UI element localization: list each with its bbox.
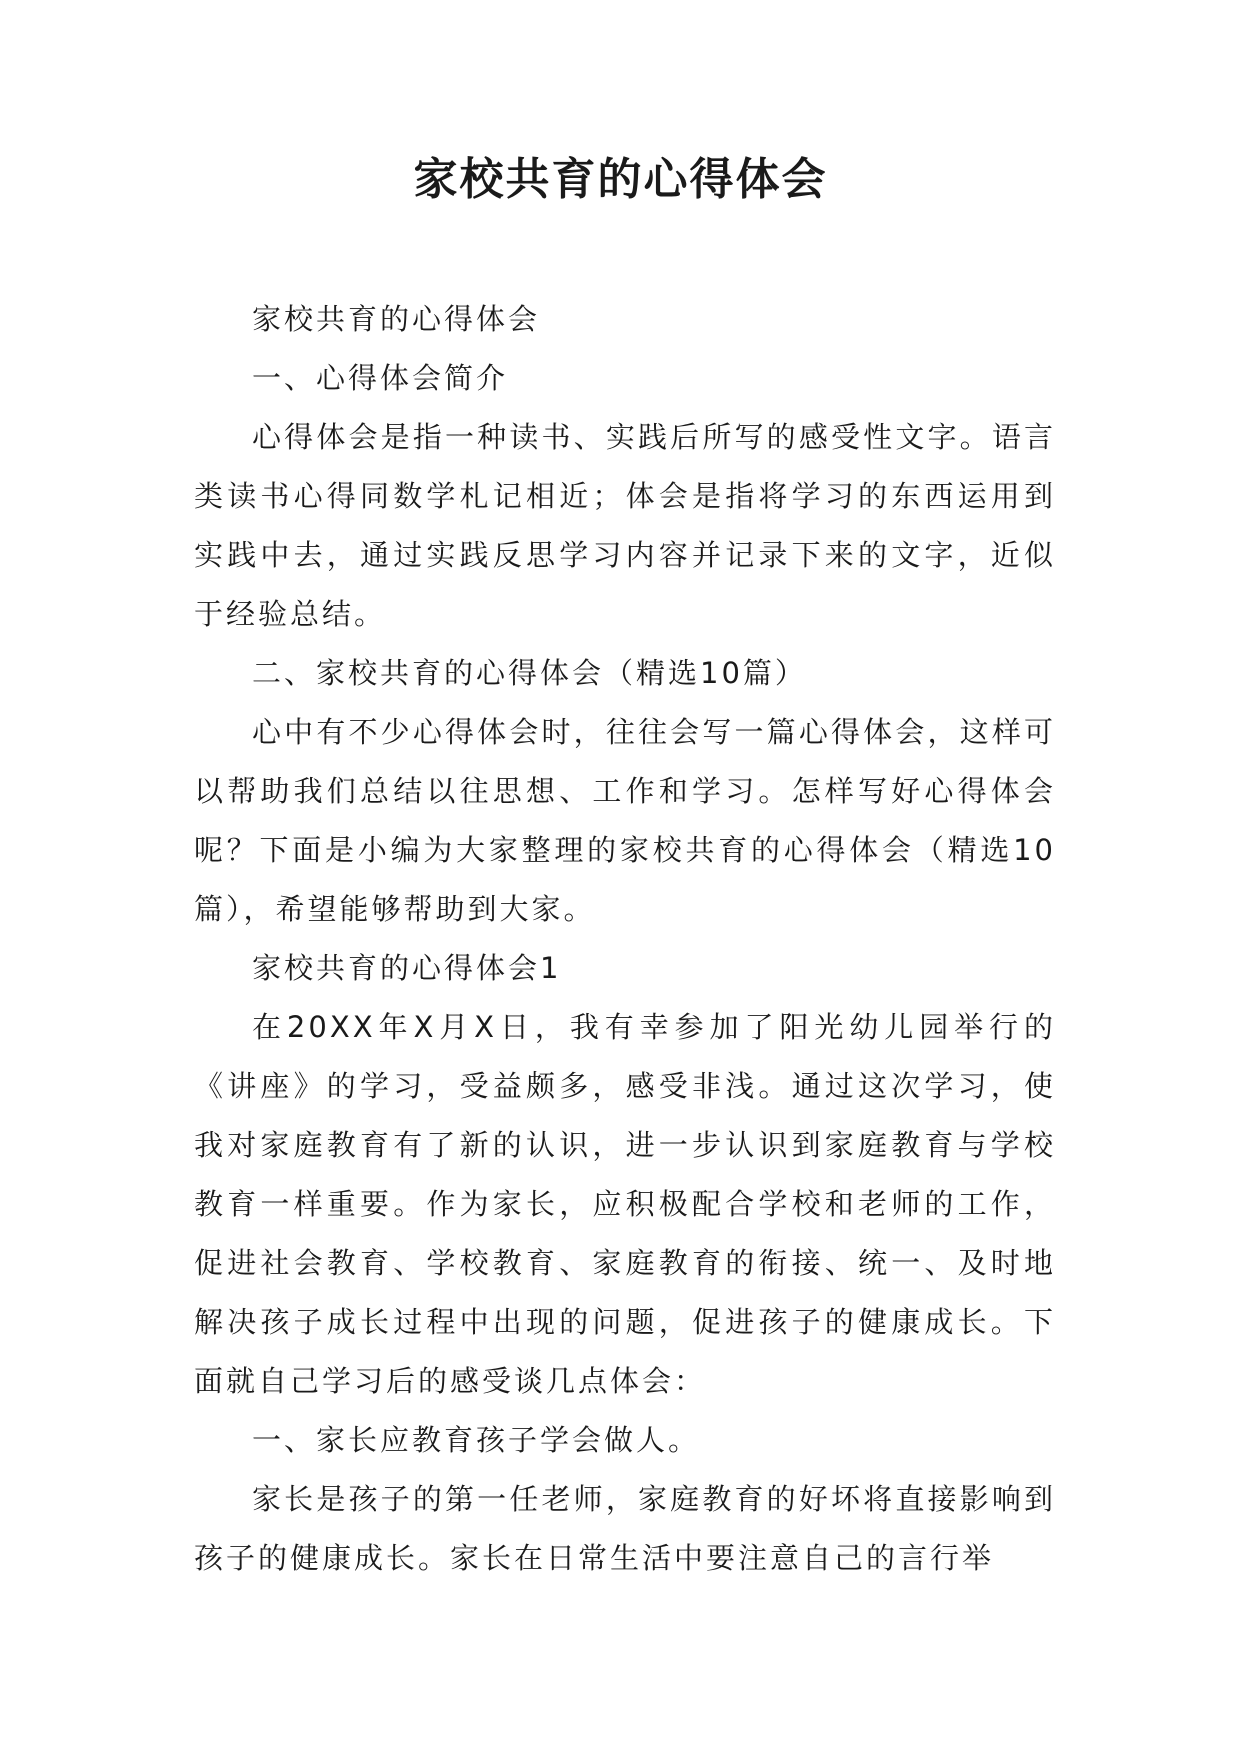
document-body — [194, 290, 1056, 1588]
paragraph-intro: 心得体会是指一种读书、实践后所写的感受性文字。语言类读书心得同数学札记相近；体会是指将学习的东西运用到实践中去，通过实践反思学习内容并记录下来的文字，近似于经验总结。 — [194, 420, 1056, 631]
point-heading-1: 一、家长应教育孩子学会做人。 — [252, 1423, 701, 1457]
section-heading-intro: 一、心得体会简介 — [252, 361, 509, 395]
article-heading-1: 家校共育的心得体会1 — [252, 951, 562, 985]
document-title: 家校共育的心得体会 — [413, 154, 828, 205]
paragraph-preface: 心中有不少心得体会时，往往会写一篇心得体会，这样可以帮助我们总结以往思想、工作和学习。怎样写好心得体会呢？下面是小编为大家整理的家校共育的心得体会（精选10篇），希望能够帮助到大家。 — [194, 715, 1056, 926]
paragraph-article-1: 在20XX年X月X日，我有幸参加了阳光幼儿园举行的《讲座》的学习，受益颇多，感受非浅。通过这次学习，使我对家庭教育有了新的认识，进一步认识到家庭教育与学校教育一样重要。作为家长，应积极配合学校和老师的工作，促进社会教育、学校教育、家庭教育的衔接、统一、及时地解决孩子成长过程中出现的问题，促进孩子的健康成长。下面就自己学习后的感受谈几点体会： — [194, 1010, 1056, 1398]
paragraph-point-1: 家长是孩子的第一任老师，家庭教育的好坏将直接影响到孩子的健康成长。家长在日常生活中要注意自己的言行举 — [194, 1482, 1056, 1575]
section-heading-selected: 二、家校共育的心得体会（精选10篇） — [252, 656, 807, 690]
paragraph-heading-repeat: 家校共育的心得体会 — [252, 302, 541, 336]
